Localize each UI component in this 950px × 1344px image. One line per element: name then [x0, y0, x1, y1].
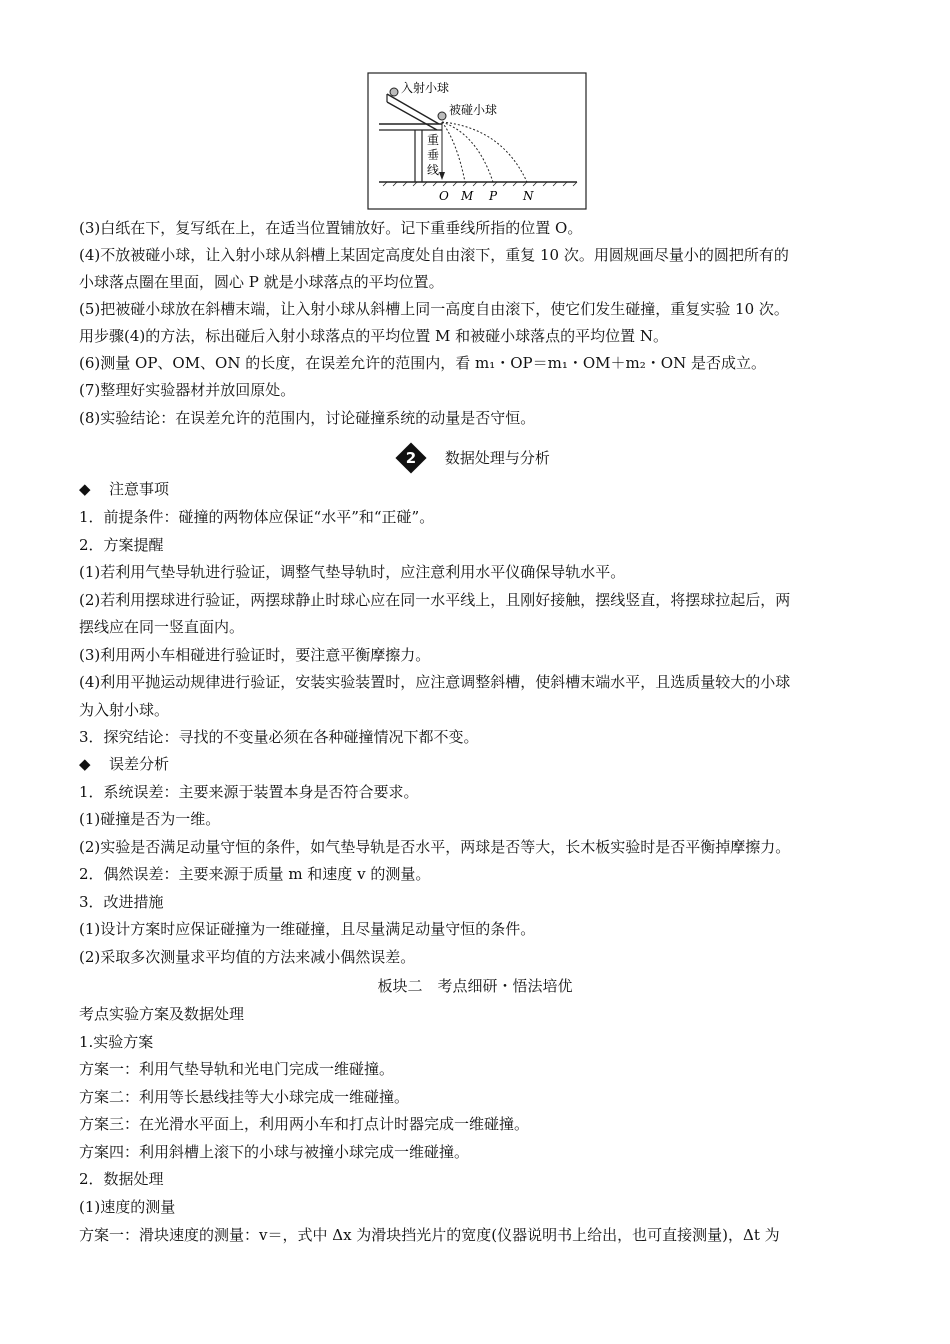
notes-line: 2．方案提醒	[79, 536, 164, 554]
tail-line: 方案二：利用等长悬线挂等大小球完成一维碰撞。	[79, 1088, 410, 1106]
tail-line: 考点实验方案及数据处理	[79, 1005, 245, 1023]
diamond-bullet-icon: ◆	[79, 755, 91, 773]
point-o: O	[439, 189, 449, 203]
errors-line: (2)实验是否满足动量守恒的条件，如气垫导轨是否水平，两球是否等大，长木板实验时是否平衡掉摩擦力。	[79, 838, 791, 856]
label-plumb-2: 垂	[427, 148, 440, 162]
tail-line: 方案四：利用斜槽上滚下的小球与被撞小球完成一维碰撞。	[79, 1143, 470, 1161]
incident-ball	[390, 88, 398, 96]
point-n: N	[523, 189, 534, 203]
experiment-figure	[367, 72, 587, 210]
step-line: (6)测量 OP、OM、ON 的长度，在误差允许的范围内，看 m₁・OP＝m₁・OM＋m₂・ON 是否成立。	[79, 354, 766, 372]
step-line: (8)实验结论：在误差允许的范围内，讨论碰撞系统的动量是否守恒。	[79, 409, 536, 427]
block-title: 板块二 考点细研・悟法培优	[377, 977, 573, 995]
step-line: (3)白纸在下，复写纸在上，在适当位置铺放好。记下重垂线所指的位置 O。	[79, 219, 583, 237]
errors-line: (1)碰撞是否为一维。	[79, 810, 221, 828]
notes-line: (3)利用两小车相碰进行验证时，要注意平衡摩擦力。	[79, 646, 431, 664]
notes-line: (4)利用平抛运动规律进行验证，安装实验装置时，应注意调整斜槽，使斜槽末端水平，且选质量较大的小球	[79, 673, 791, 691]
step-line: (7)整理好实验器材并放回原处。	[79, 381, 296, 399]
errors-line: 2．偶然误差：主要来源于质量 m 和速度 v 的测量。	[79, 865, 431, 883]
tail-line: 1.实验方案	[79, 1033, 154, 1051]
errors-line: 1．系统误差：主要来源于装置本身是否符合要求。	[79, 783, 419, 801]
trajectory-p	[442, 122, 493, 182]
notes-line: (2)若利用摆球进行验证，两摆球静止时球心应在同一水平线上，且刚好接触，摆线竖直，将摆球拉起后，两	[79, 591, 791, 609]
target-ball	[438, 112, 446, 120]
notes-heading: ◆ 注意事项	[79, 480, 170, 498]
tail-line: 方案一：滑块速度的测量：v＝，式中 Δx 为滑块挡光片的宽度(仪器说明书上给出，也可直接测量)，Δt 为	[79, 1226, 780, 1244]
trajectory-n	[442, 122, 527, 182]
point-p: P	[489, 189, 498, 203]
step-line: (4)不放被碰小球，让入射小球从斜槽上某固定高度处自由滚下，重复 10 次。用圆规画尽量小的圆把所有的	[79, 246, 789, 264]
trajectory-m	[442, 122, 465, 182]
tail-line: 方案三：在光滑水平面上，利用两小车和打点计时器完成一维碰撞。	[79, 1115, 530, 1133]
section-title: 数据处理与分析	[444, 449, 550, 467]
notes-line: 摆线应在同一竖直面内。	[79, 618, 245, 636]
label-incident-ball: 入射小球	[401, 81, 450, 95]
chute-bottom	[387, 102, 437, 130]
label-plumb-1: 重	[427, 133, 440, 147]
label-plumb-3: 线	[427, 163, 440, 177]
step-line: (5)把被碰小球放在斜槽末端，让入射小球从斜槽上同一高度自由滚下，使它们发生碰撞，重复实验 10 次。	[79, 300, 789, 318]
point-m: M	[461, 189, 474, 203]
tail-line: 2．数据处理	[79, 1170, 164, 1188]
notes-line: 3．探究结论：寻找的不变量必须在各种碰撞情况下都不变。	[79, 728, 479, 746]
chute-top	[387, 94, 439, 124]
notes-line: 为入射小球。	[79, 701, 170, 719]
notes-line: 1．前提条件：碰撞的两物体应保证“水平”和“正碰”。	[79, 508, 435, 526]
errors-line: (2)采取多次测量求平均值的方法来减小偶然误差。	[79, 948, 416, 966]
diamond-bullet-icon: ◆	[79, 480, 91, 498]
errors-line: (1)设计方案时应保证碰撞为一维碰撞，且尽量满足动量守恒的条件。	[79, 920, 536, 938]
tail-line: 方案一：利用气垫导轨和光电门完成一维碰撞。	[79, 1060, 395, 1078]
errors-line: 3．改进措施	[79, 893, 164, 911]
step-line: 用步骤(4)的方法，标出碰后入射小球落点的平均位置 M 和被碰小球落点的平均位置 N。	[79, 327, 669, 345]
step-line: 小球落点圈在里面，圆心 P 就是小球落点的平均位置。	[79, 273, 444, 291]
section-number-badge: 2	[396, 442, 427, 473]
errors-heading: ◆ 误差分析	[79, 755, 170, 773]
section-heading	[0, 447, 950, 469]
label-target-ball: 被碰小球	[449, 103, 498, 117]
notes-line: (1)若利用气垫导轨进行验证，调整气垫导轨时，应注意利用水平仪确保导轨水平。	[79, 563, 626, 581]
tail-line: (1)速度的测量	[79, 1198, 176, 1216]
